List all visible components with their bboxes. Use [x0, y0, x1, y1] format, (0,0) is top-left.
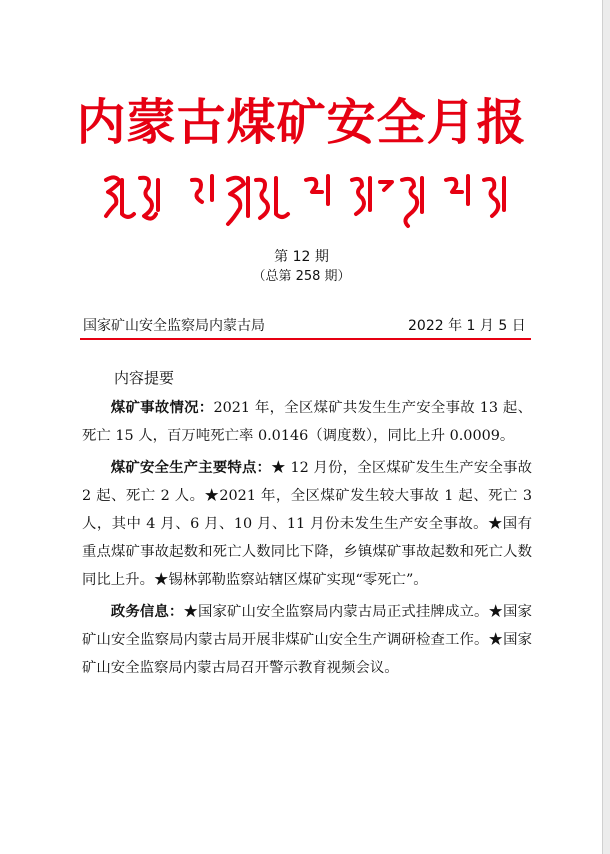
header-rule — [80, 338, 531, 340]
summary-title: 内容提要 — [114, 369, 175, 387]
paragraph-text: ★ 12 月份，全区煤矿发生生产安全事故 2 起、死亡 2 人。★2021 年，全区煤矿发生较大事故 1 起、死亡 3 人，其中 4 月、6 月、10 月、11 月份未发生生产安全事故。★国有重点煤矿事故起数和死亡人数同比下降，乡镇煤矿事故起数和死亡人数同比上升。★锡林郭勒监察站辖区煤矿实现“零死亡”。 — [82, 460, 532, 588]
paragraph-label: 政务信息： — [110, 603, 184, 620]
paragraph-text: ★国家矿山安全监察局内蒙古局正式挂牌成立。★国家矿山安全监察局内蒙古局开展非煤矿山安全生产调研检查工作。★国家矿山安全监察局内蒙古局召开警示教育视频会议。 — [82, 604, 532, 676]
publisher: 国家矿山安全监察局内蒙古局 — [83, 318, 265, 334]
publish-date: 2022 年 1 月 5 日 — [408, 318, 526, 334]
issue-total: （总第 258 期） — [252, 269, 351, 284]
issue-number: 第 12 期 — [274, 249, 329, 265]
masthead-title: 内蒙古煤矿安全月报 — [76, 93, 527, 151]
mongolian-script-title — [100, 170, 510, 230]
paragraph-label: 煤矿安全生产主要特点： — [110, 459, 272, 476]
paragraph-text: 2021 年，全区煤矿共发生生产安全事故 13 起、死亡 15 人，百万吨死亡率 0.0146（调度数），同比上升 0.0009。 — [82, 400, 532, 444]
summary-section — [82, 366, 532, 686]
summary-paragraph — [82, 454, 532, 594]
summary-paragraph — [82, 598, 532, 682]
summary-paragraph — [82, 394, 532, 450]
paragraph-label: 煤矿事故情况： — [110, 399, 214, 416]
